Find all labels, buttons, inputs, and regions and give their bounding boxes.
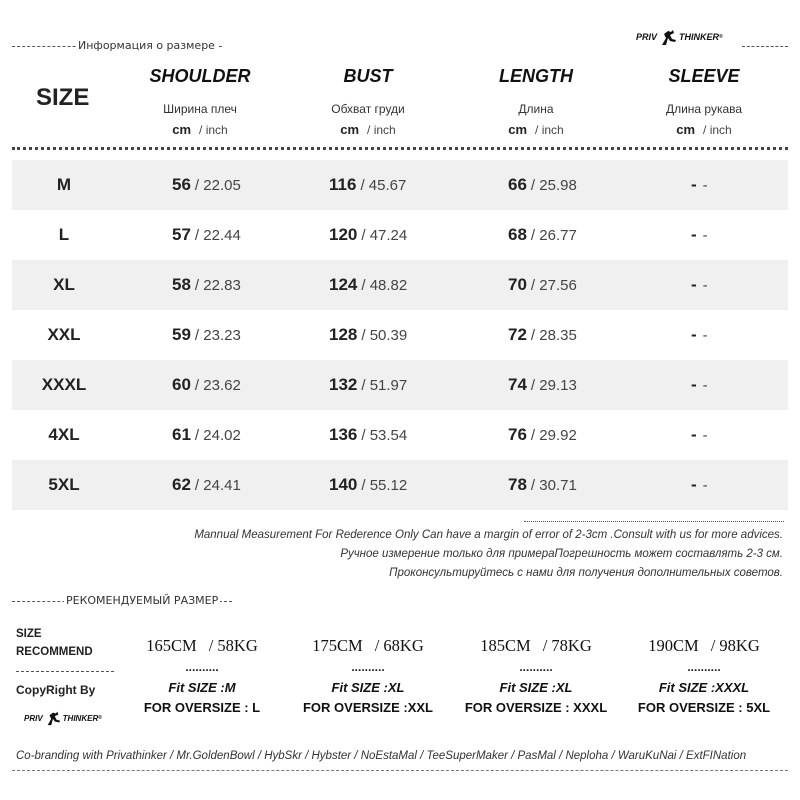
sleeve-cell: - -: [691, 225, 708, 244]
shoulder-cell: 57 / 22.44: [172, 225, 241, 244]
height-weight: 165CM / 58KG: [146, 636, 258, 655]
bust-cell: 128 / 50.39: [329, 325, 408, 344]
table-header-divider: [12, 147, 788, 150]
copyright-label: CopyRight By: [16, 683, 96, 697]
recommend-item: [288, 636, 448, 720]
note-russian-2: Проконсультируйтесь с нами для получения дополнительных советов.: [389, 567, 783, 579]
recommend-item: [624, 636, 784, 720]
table-row: [12, 410, 788, 460]
runner-icon: [44, 710, 62, 726]
shoulder-cell: 58 / 22.83: [172, 275, 241, 294]
column-subtitle: Длина: [518, 102, 554, 116]
bust-cell: 124 / 48.82: [329, 275, 408, 294]
table-row: [12, 360, 788, 410]
row-size-label: XXXL: [41, 375, 87, 394]
bust-cell: 140 / 55.12: [329, 475, 408, 494]
sleeve-cell: - -: [691, 475, 708, 494]
sleeve-cell: - -: [691, 175, 708, 194]
column-unit: cm / inch: [172, 122, 228, 137]
column-title: BUST: [343, 66, 393, 86]
oversize-size: FOR OVERSIZE :XXL: [302, 700, 433, 715]
row-size-label: XL: [53, 275, 75, 294]
oversize-size: FOR OVERSIZE : 5XL: [637, 700, 771, 715]
note-divider: [524, 521, 784, 522]
table-row: [12, 210, 788, 260]
shoulder-column-header: [120, 66, 280, 137]
row-size-label: 5XL: [48, 475, 80, 494]
recommend-dots: ..........: [351, 660, 385, 674]
height-weight: 185CM / 78KG: [480, 636, 592, 655]
column-title: SLEEVE: [668, 66, 740, 86]
row-size-label: L: [58, 225, 70, 244]
length-column-header: [456, 66, 616, 137]
recommend-dots: ..........: [687, 660, 721, 674]
sleeve-cell: - -: [691, 275, 708, 294]
note-russian-1: Ручное измерение только для примераПогрешность может составлять 2-3 см.: [340, 548, 783, 560]
column-subtitle: Ширина плеч: [163, 102, 237, 116]
recommend-dots: ..........: [519, 660, 553, 674]
length-cell: 76 / 29.92: [508, 425, 577, 444]
length-cell: 72 / 28.35: [508, 325, 577, 344]
row-size-label: M: [56, 175, 72, 194]
recommend-item: [456, 636, 616, 720]
length-cell: 66 / 25.98: [508, 175, 577, 194]
table-row: [12, 310, 788, 360]
table-row: [12, 160, 788, 210]
fit-size: Fit SIZE :M: [168, 680, 236, 695]
row-size-label: 4XL: [48, 425, 80, 444]
shoulder-cell: 60 / 23.62: [172, 375, 241, 394]
shoulder-cell: 59 / 23.23: [172, 325, 241, 344]
sleeve-cell: - -: [691, 425, 708, 444]
length-cell: 78 / 30.71: [508, 475, 577, 494]
sleeve-cell: - -: [691, 375, 708, 394]
recommend-item: [122, 636, 282, 720]
column-subtitle: Обхват груди: [331, 102, 405, 116]
table-row: [12, 460, 788, 510]
oversize-size: FOR OVERSIZE : L: [143, 700, 261, 715]
height-weight: 190CM / 98KG: [648, 636, 760, 655]
bust-column-header: [288, 66, 448, 137]
oversize-size: FOR OVERSIZE : XXXL: [464, 700, 608, 715]
note-english: Mannual Measurement For Rederence Only Can have a margin of error of 2-3cm .Consult with us for more advices.: [194, 529, 783, 541]
size-recommend-label: SIZE RECOMMEND: [16, 628, 93, 658]
runner-icon: [658, 28, 678, 46]
fit-size: Fit SIZE :XL: [499, 680, 573, 695]
column-unit: cm / inch: [508, 122, 564, 137]
size-column-header: SIZE: [36, 84, 90, 111]
footer-divider: [12, 770, 788, 771]
header-divider-right: [742, 46, 788, 47]
fit-size: Fit SIZE :XXXL: [658, 680, 750, 695]
row-size-label: XXL: [47, 325, 81, 344]
length-cell: 68 / 26.77: [508, 225, 577, 244]
column-title: LENGTH: [499, 66, 573, 86]
bust-cell: 136 / 53.54: [329, 425, 408, 444]
bust-cell: 132 / 51.97: [329, 375, 408, 394]
column-title: SHOULDER: [149, 66, 251, 86]
shoulder-cell: 56 / 22.05: [172, 175, 241, 194]
height-weight: 175CM / 68KG: [312, 636, 424, 655]
shoulder-cell: 61 / 24.02: [172, 425, 241, 444]
column-unit: cm / inch: [340, 122, 396, 137]
column-unit: cm / inch: [676, 122, 732, 137]
cobranding-text: Co-branding with Privathinker / Mr.GoldenBowl / HybSkr / Hybster / NoEstaMal / TeeSuperMaker / PasMal / Neploha / WaruKuNai / ExtFINation: [16, 750, 747, 762]
recommend-label-divider: [16, 671, 114, 672]
fit-size: Fit SIZE :XL: [331, 680, 405, 695]
bust-cell: 120 / 47.24: [329, 225, 408, 244]
brand-logo-small: PRIV THINKER ®: [24, 710, 102, 726]
registered-mark: ®: [719, 34, 723, 40]
shoulder-cell: 62 / 24.41: [172, 475, 241, 494]
length-cell: 74 / 29.13: [508, 375, 577, 394]
column-subtitle: Длина рукава: [665, 102, 743, 116]
brand-logo-right: THINKER: [679, 32, 720, 42]
brand-logo: [636, 28, 723, 46]
table-row: [12, 260, 788, 310]
sleeve-column-header: [624, 66, 784, 137]
bust-cell: 116 / 45.67: [329, 175, 407, 194]
brand-logo-left: PRIV: [636, 32, 658, 42]
size-info-label: Информация о размере: [78, 39, 215, 52]
recommend-dots: ..........: [185, 660, 219, 674]
recommend-section-label: РЕКОМЕНДУЕМЫЙ РАЗМЕР: [66, 594, 219, 607]
sleeve-cell: - -: [691, 325, 708, 344]
length-cell: 70 / 27.56: [508, 275, 577, 294]
